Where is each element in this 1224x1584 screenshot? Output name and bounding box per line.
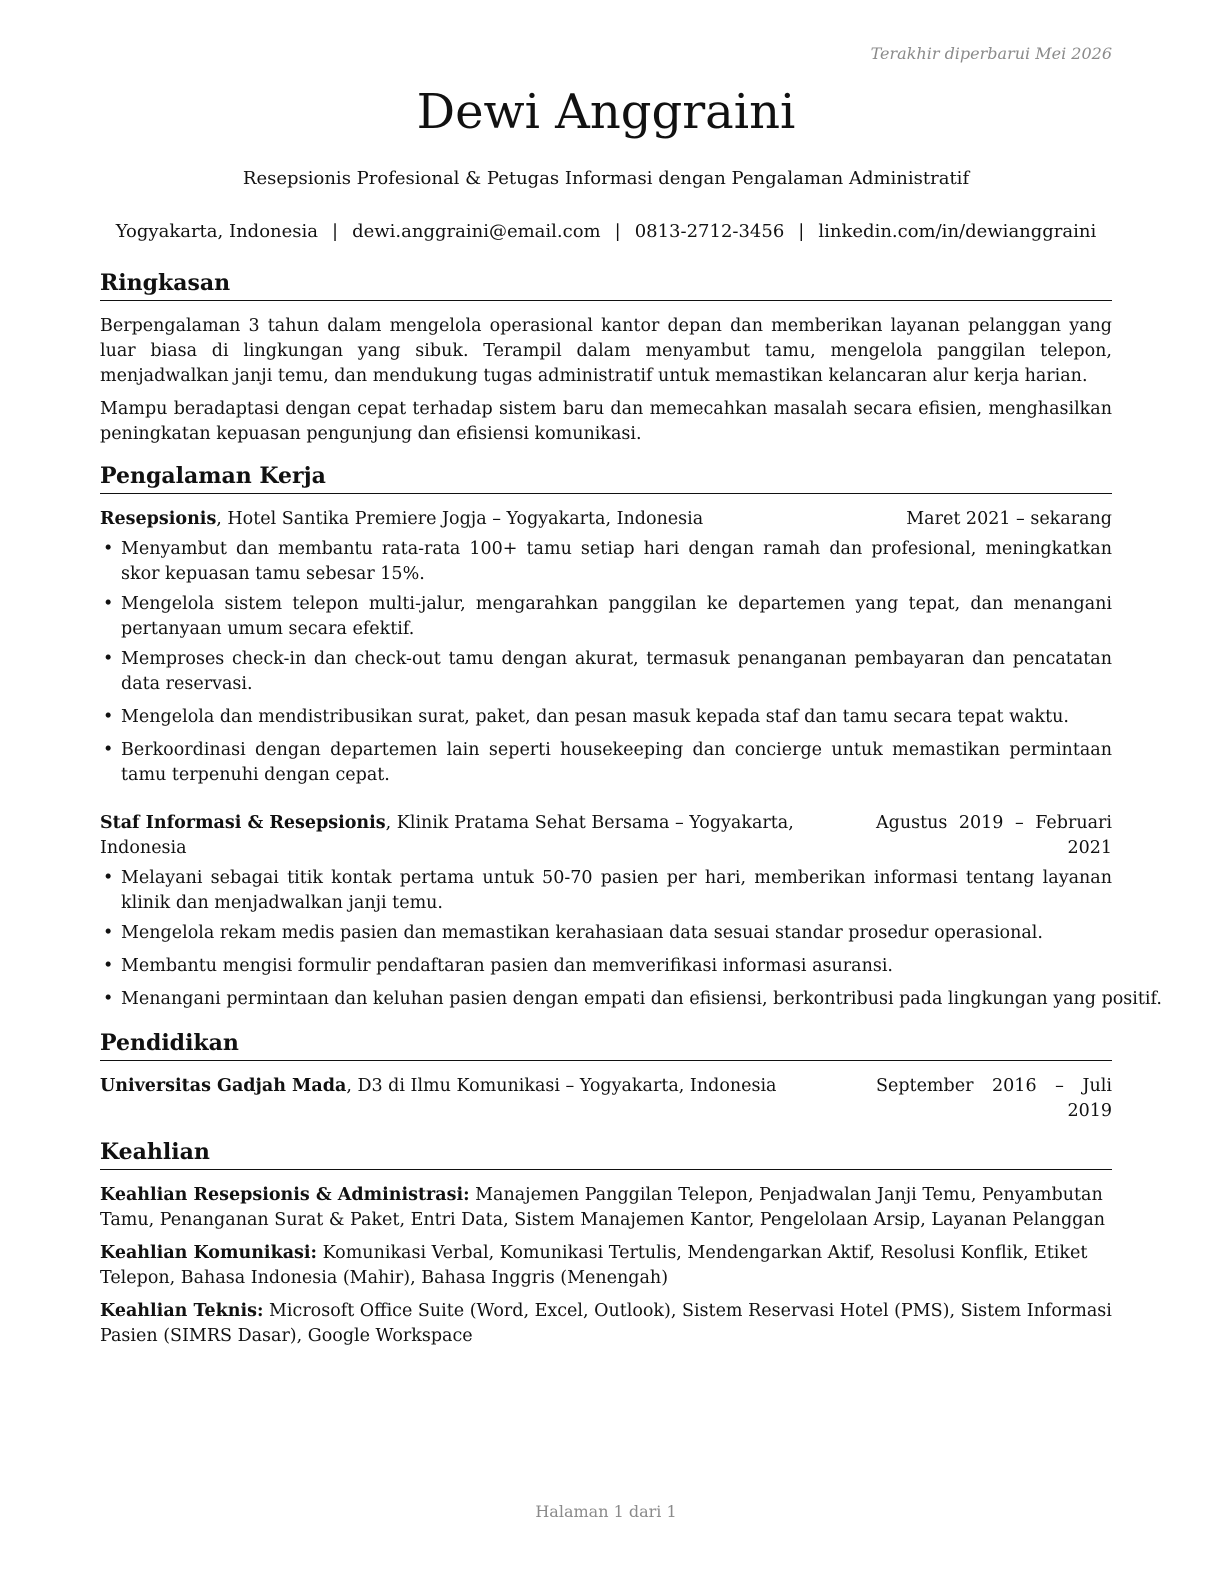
job-bullet: • Menangani permintaan dan keluhan pasien dengan empati dan efisiensi, berkontribusi pada lingkungan yang positif. — [100, 987, 1112, 1012]
section-heading-skills: Keahlian — [100, 1139, 1112, 1170]
contact-phone: 0813-2712-3456 — [634, 221, 785, 242]
skill-group-label: Keahlian Teknis: — [100, 1300, 264, 1321]
job-bullet: • Menyambut dan membantu rata-rata 100+ tamu setiap hari dengan ramah dan profesional, meningkatkan skor kepuasan tamu sebesar 15%. — [100, 537, 1112, 587]
skill-group-label: Keahlian Resepsionis & Administrasi: — [100, 1184, 470, 1205]
section-heading-summary: Ringkasan — [100, 270, 1112, 301]
education-title-line — [100, 1074, 876, 1124]
summary-paragraph: Mampu beradaptasi dengan cepat terhadap sistem baru dan memecahkan masalah secara efisien, menghasilkan peningkatan kepuasan pengunjung dan efisiensi komunikasi. — [100, 398, 1112, 444]
skill-group — [100, 1241, 1112, 1291]
summary-section — [100, 270, 1112, 447]
education-degree: , D3 di Ilmu Komunikasi – Yogyakarta, Indonesia — [346, 1075, 777, 1096]
job-dates: Agustus 2019 – Februari 2021 — [876, 812, 1112, 858]
job-organization: , Klinik Pratama Sehat Bersama – Yogyakarta, Indonesia — [100, 812, 794, 858]
job-bullet: • Memproses check-in dan check-out tamu dengan akurat, termasuk penanganan pembayaran dan pencatatan data reservasi. — [100, 647, 1112, 697]
job-organization: , Hotel Santika Premiere Jogja – Yogyakarta, Indonesia — [216, 508, 704, 529]
skill-group — [100, 1183, 1112, 1233]
last-updated-note: Terakhir diperbarui Mei 2026 — [870, 44, 1112, 63]
resume-page — [100, 0, 1162, 1584]
contact-separator: | — [332, 221, 339, 242]
skills-section — [100, 1139, 1112, 1349]
contact-separator: | — [798, 221, 805, 242]
education-entry — [100, 1074, 1112, 1124]
education-school: Universitas Gadjah Mada — [100, 1075, 347, 1096]
job-header — [100, 507, 1112, 532]
skill-group-text: Microsoft Office Suite (Word, Excel, Outlook), Sistem Reservasi Hotel (PMS), Sistem Informasi Pasien (SIMRS Dasar), Google Workspace — [100, 1300, 1112, 1346]
summary-paragraph: Berpengalaman 3 tahun dalam mengelola operasional kantor depan dan memberikan layanan pelanggan yang luar biasa di lingkungan yang sibuk. Terampil dalam menyambut tamu, mengelola panggilan telepon, menjadwalkan janji temu, dan mendukung tugas administratif untuk memastikan kelancaran alur kerja harian. — [100, 315, 1112, 386]
job-role: Resepsionis — [100, 508, 217, 529]
job-entry — [100, 811, 1162, 1012]
section-heading-experience: Pengalaman Kerja — [100, 463, 1112, 494]
skill-group-text: Komunikasi Verbal, Komunikasi Tertulis, Mendengarkan Aktif, Resolusi Konflik, Etiket Telepon, Bahasa Indonesia (Mahir), Bahasa Inggris (Menengah) — [100, 1242, 1088, 1288]
job-header — [100, 811, 1112, 861]
job-bullet: • Mengelola rekam medis pasien dan memastikan kerahasiaan data sesuai standar prosedur operasional. — [100, 921, 1112, 946]
job-role: Staf Informasi & Resepsionis — [100, 812, 386, 833]
skill-group-text: Manajemen Panggilan Telepon, Penjadwalan Janji Temu, Penyambutan Tamu, Penanganan Surat & Paket, Entri Data, Sistem Manajemen Kantor, Pengelolaan Arsip, Layanan Pelanggan — [100, 1184, 1106, 1230]
job-bullet-list — [100, 866, 1162, 1012]
job-title-line — [100, 507, 906, 532]
job-bullet: • Mengelola dan mendistribusikan surat, paket, dan pesan masuk kepada staf dan tamu secara tepat waktu. — [100, 705, 1112, 730]
education-section — [100, 1030, 1112, 1124]
experience-section — [100, 463, 1162, 1012]
job-title-line — [100, 811, 876, 861]
contact-separator: | — [614, 221, 621, 242]
job-bullet: • Melayani sebagai titik kontak pertama untuk 50-70 pasien per hari, memberikan informasi tentang layanan klinik dan menjadwalkan janji temu. — [100, 866, 1112, 916]
page-number-footer: Halaman 1 dari 1 — [535, 1502, 677, 1521]
job-bullet-list — [100, 537, 1112, 788]
candidate-tagline: Resepsionis Profesional & Petugas Informasi dengan Pengalaman Administratif — [242, 168, 970, 189]
section-heading-education: Pendidikan — [100, 1030, 1112, 1061]
skill-group — [100, 1299, 1112, 1349]
job-entry — [100, 507, 1112, 788]
contact-email[interactable]: dewi.anggraini@email.com — [352, 221, 601, 242]
job-dates: Maret 2021 – sekarang — [906, 508, 1112, 529]
contact-linkedin[interactable]: linkedin.com/in/dewianggraini — [818, 221, 1097, 242]
job-bullet: • Membantu mengisi formulir pendaftaran pasien dan memverifikasi informasi asuransi. — [100, 954, 1112, 979]
education-dates: September 2016 – Juli 2019 — [876, 1075, 1112, 1121]
job-bullet: • Mengelola sistem telepon multi-jalur, mengarahkan panggilan ke departemen yang tepat, dan menangani pertanyaan umum secara efektif. — [100, 592, 1112, 642]
candidate-name: Dewi Anggraini — [416, 84, 796, 140]
contact-line — [100, 220, 1112, 243]
contact-location: Yogyakarta, Indonesia — [115, 221, 318, 242]
skill-group-label: Keahlian Komunikasi: — [100, 1242, 318, 1263]
job-bullet: • Berkoordinasi dengan departemen lain seperti housekeeping dan concierge untuk memastikan permintaan tamu terpenuhi dengan cepat. — [100, 738, 1112, 788]
